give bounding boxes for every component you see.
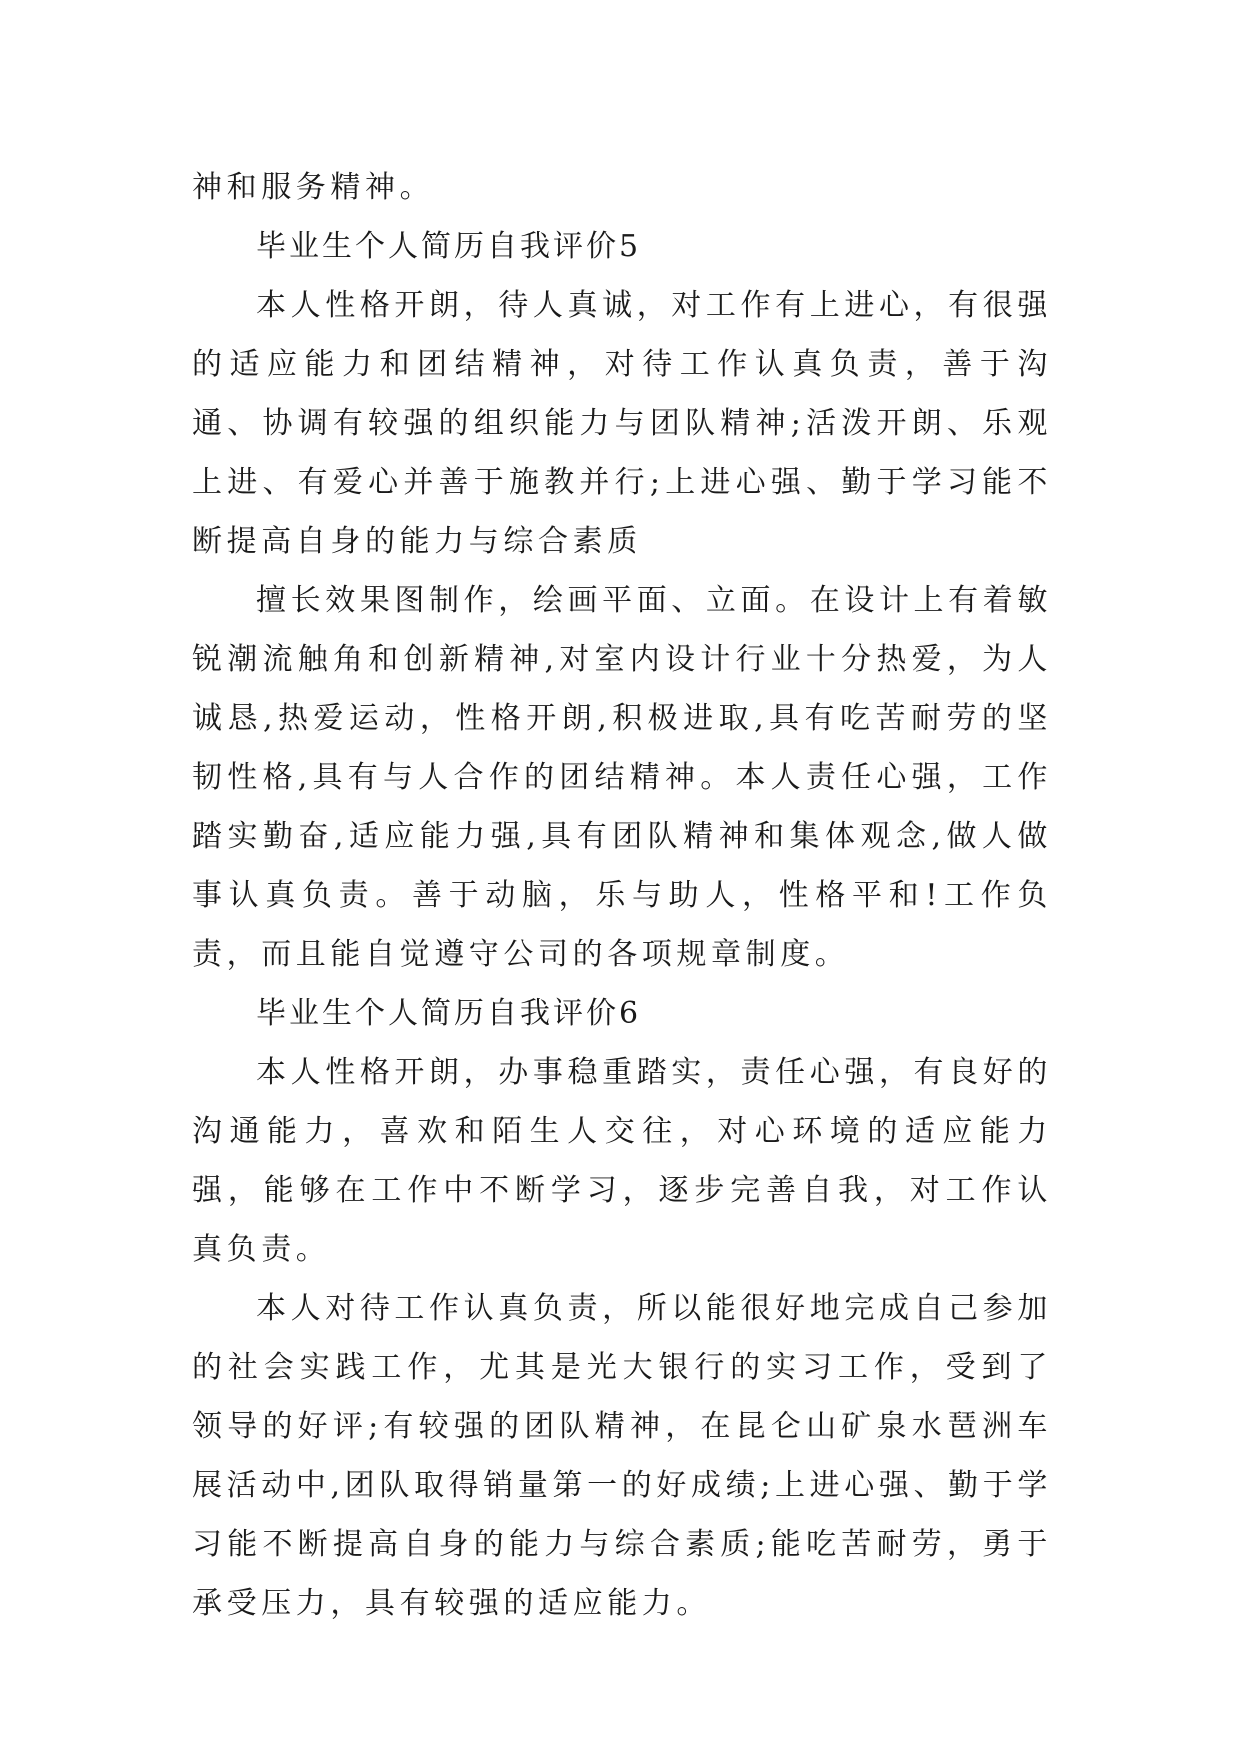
section-heading-5: 毕业生个人简历自我评价5	[256, 229, 642, 264]
section-heading-6: 毕业生个人简历自我评价6	[256, 996, 642, 1031]
paragraph: 本人性格开朗，办事稳重踏实，责任心强，有良好的沟通能力，喜欢和陌生人交往，对心环境的适应能力强，能够在工作中不断学习，逐步完善自我，对工作认真负责。	[192, 1055, 1052, 1267]
paragraph: 擅长效果图制作，绘画平面、立面。在设计上有着敏锐潮流触角和创新精神,对室内设计行业十分热爱，为人诚恳,热爱运动，性格开朗,积极进取,具有吃苦耐劳的坚韧性格,具有与人合作的团结精神。本人责任心强，工作踏实勤奋,适应能力强,具有团队精神和集体观念,做人做事认真负责。善于动脑，乐与助人，性格平和!工作负责，而且能自觉遵守公司的各项规章制度。	[192, 583, 1052, 972]
paragraph-continued: 神和服务精神。	[192, 170, 435, 205]
paragraph: 本人对待工作认真负责，所以能很好地完成自己参加的社会实践工作，尤其是光大银行的实习工作，受到了领导的好评;有较强的团队精神，在昆仑山矿泉水琶洲车展活动中,团队取得销量第一的好成绩;上进心强、勤于学习能不断提高自身的能力与综合素质;能吃苦耐劳，勇于承受压力，具有较强的适应能力。	[192, 1291, 1052, 1621]
paragraph: 本人性格开朗，待人真诚，对工作有上进心，有很强的适应能力和团结精神，对待工作认真负责，善于沟通、协调有较强的组织能力与团队精神;活泼开朗、乐观上进、有爱心并善于施教并行;上进心强、勤于学习能不断提高自身的能力与综合素质	[192, 288, 1052, 559]
document-page	[192, 158, 1052, 1633]
